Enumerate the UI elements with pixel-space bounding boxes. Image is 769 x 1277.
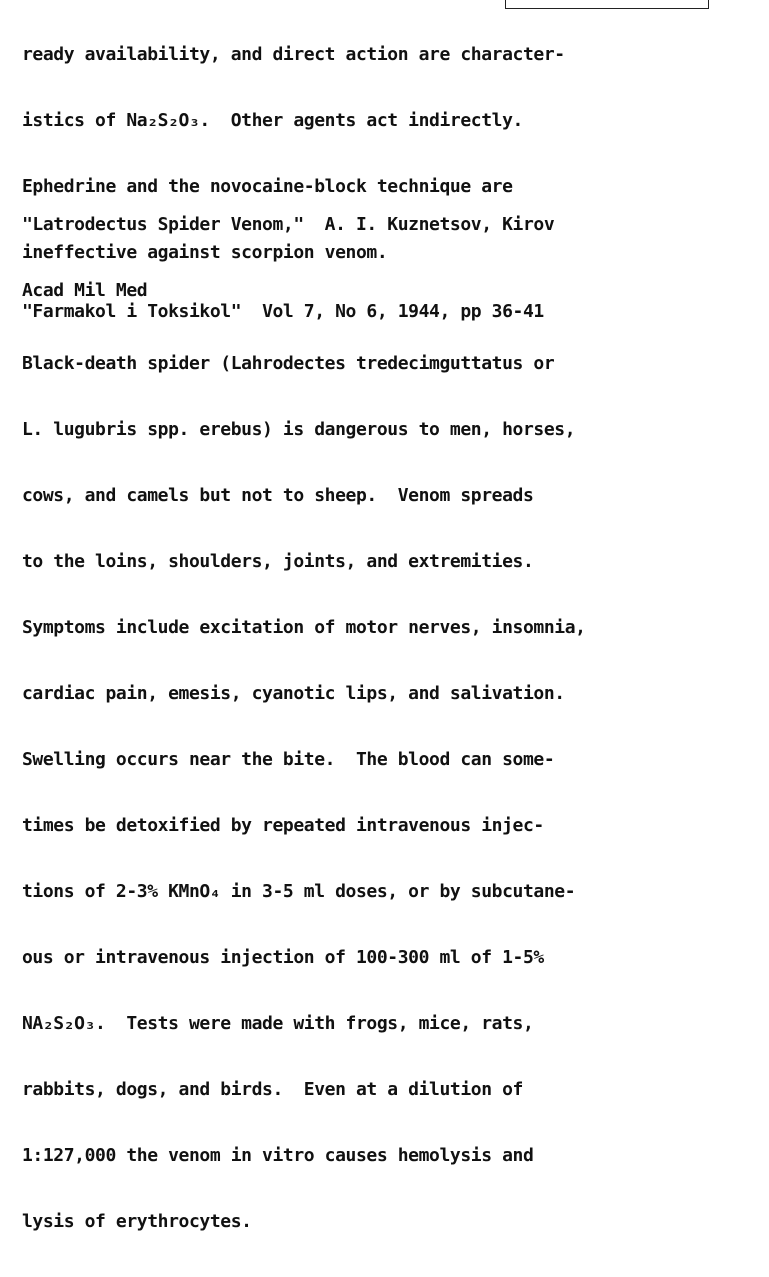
citation-title: "Latrodectus Spider Venom," (22, 214, 304, 235)
text-line: Symptoms include excitation of motor nerves, insomnia, (22, 617, 586, 638)
text-line: Black-death spider (Lahrodectes tredecimguttatus or (22, 353, 555, 374)
journal-details: Vol 7, No 6, 1944, pp 36-41 (262, 301, 544, 322)
text-line: 1:127,000 the venom in vitro causes hemolysis and (22, 1145, 534, 1166)
text-line: ready availability, and direct action are character- (22, 44, 565, 65)
citation-line-1 (22, 214, 554, 236)
text-line: lysis of erythrocytes. (22, 1211, 252, 1232)
text-line: rabbits, dogs, and birds. Even at a dilution of (22, 1079, 523, 1100)
text-line: cardiac pain, emesis, cyanotic lips, and salivation. (22, 683, 565, 704)
text-line: times be detoxified by repeated intravenous injec- (22, 815, 544, 836)
citation-author: A. I. Kuznetsov, Kirov (324, 214, 555, 235)
text-line: istics of Na₂S₂O₃. Other agents act indirectly. (22, 110, 523, 131)
text-line: Ephedrine and the novocaine-block technique are (22, 176, 513, 197)
text-line: cows, and camels but not to sheep. Venom spreads (22, 485, 534, 506)
citation-affiliation: Acad Mil Med (22, 280, 148, 301)
paragraph-2 (22, 309, 586, 1277)
text-line: L. lugubris spp. erebus) is dangerous to men, horses, (22, 419, 576, 440)
text-line: Swelling occurs near the bite. The blood can some- (22, 749, 555, 770)
text-line: to the loins, shoulders, joints, and extremities. (22, 551, 534, 572)
text-line: ineffective against scorpion venom. (22, 242, 388, 263)
text-line: tions of 2-3% KMnO₄ in 3-5 ml doses, or by subcutane- (22, 881, 576, 902)
text-line: NA₂S₂O₃. Tests were made with frogs, mice, rats, (22, 1013, 534, 1034)
journal-name: "Farmakol i Toksikol" (22, 301, 242, 322)
text-line: ous or intravenous injection of 100-300 ml of 1-5% (22, 947, 544, 968)
